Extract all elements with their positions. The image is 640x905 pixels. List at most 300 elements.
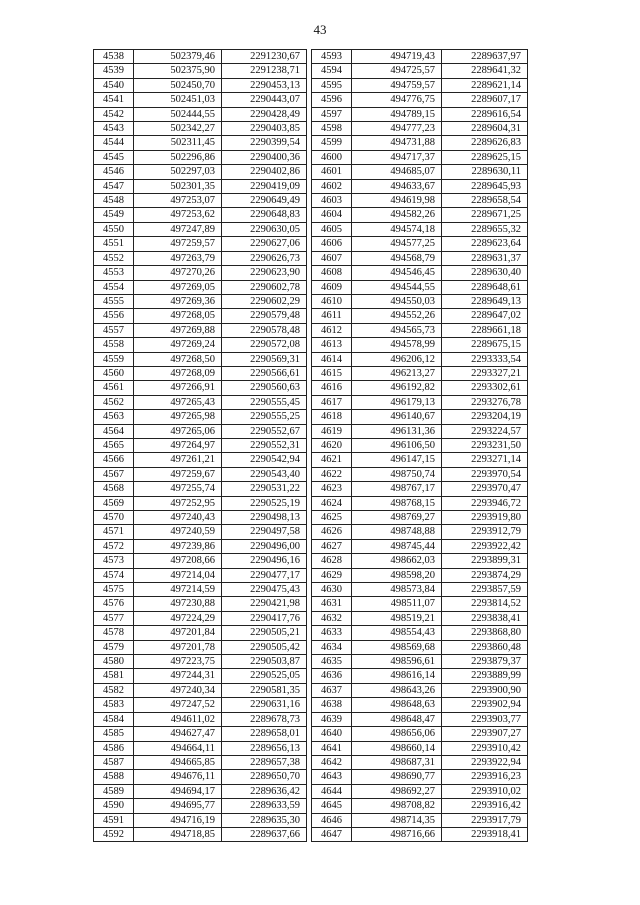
point-number-cell: 4622 (312, 467, 352, 481)
y-coordinate-cell: 2290402,86 (222, 165, 307, 179)
y-coordinate-cell: 2290525,05 (222, 669, 307, 683)
point-number-cell: 4610 (312, 294, 352, 308)
y-coordinate-cell: 2293889,99 (442, 669, 528, 683)
table-body (312, 50, 528, 842)
table-row (94, 539, 307, 553)
x-coordinate-cell: 497259,57 (134, 237, 222, 251)
x-coordinate-cell: 497239,86 (134, 539, 222, 553)
y-coordinate-cell: 2289621,14 (442, 78, 528, 92)
table-row (312, 683, 528, 697)
y-coordinate-cell: 2289631,37 (442, 251, 528, 265)
table-row (312, 712, 528, 726)
x-coordinate-cell: 497265,06 (134, 424, 222, 438)
x-coordinate-cell: 498596,61 (352, 655, 442, 669)
y-coordinate-cell: 2293838,41 (442, 611, 528, 625)
x-coordinate-cell: 502297,03 (134, 165, 222, 179)
table-row (94, 237, 307, 251)
y-coordinate-cell: 2290623,90 (222, 266, 307, 280)
table-row (94, 410, 307, 424)
y-coordinate-cell: 2289650,70 (222, 770, 307, 784)
point-number-cell: 4616 (312, 381, 352, 395)
table-row (94, 727, 307, 741)
table-row (94, 511, 307, 525)
table-row (312, 438, 528, 452)
x-coordinate-cell: 498714,35 (352, 813, 442, 827)
table-row (94, 352, 307, 366)
point-number-cell: 4599 (312, 136, 352, 150)
y-coordinate-cell: 2293919,80 (442, 511, 528, 525)
point-number-cell: 4588 (94, 770, 134, 784)
x-coordinate-cell: 494577,25 (352, 237, 442, 251)
x-coordinate-cell: 494665,85 (134, 755, 222, 769)
table-row (312, 453, 528, 467)
point-number-cell: 4541 (94, 93, 134, 107)
x-coordinate-cell: 496147,15 (352, 453, 442, 467)
y-coordinate-cell: 2289658,54 (442, 194, 528, 208)
table-row (312, 669, 528, 683)
table-row (94, 294, 307, 308)
table-row (312, 165, 528, 179)
table-row (94, 222, 307, 236)
x-coordinate-cell: 496213,27 (352, 366, 442, 380)
table-row (312, 352, 528, 366)
point-number-cell: 4634 (312, 640, 352, 654)
table-row (94, 525, 307, 539)
table-row (94, 784, 307, 798)
y-coordinate-cell: 2290566,61 (222, 366, 307, 380)
y-coordinate-cell: 2289635,30 (222, 813, 307, 827)
table-row (312, 727, 528, 741)
point-number-cell: 4582 (94, 683, 134, 697)
point-number-cell: 4645 (312, 799, 352, 813)
table-row (312, 208, 528, 222)
table-row (94, 136, 307, 150)
table-row (312, 511, 528, 525)
point-number-cell: 4614 (312, 352, 352, 366)
y-coordinate-cell: 2289636,42 (222, 784, 307, 798)
point-number-cell: 4579 (94, 640, 134, 654)
x-coordinate-cell: 497214,59 (134, 583, 222, 597)
point-number-cell: 4565 (94, 438, 134, 452)
point-number-cell: 4630 (312, 583, 352, 597)
x-coordinate-cell: 494685,07 (352, 165, 442, 179)
x-coordinate-cell: 496131,36 (352, 424, 442, 438)
point-number-cell: 4609 (312, 280, 352, 294)
y-coordinate-cell: 2290560,63 (222, 381, 307, 395)
point-number-cell: 4577 (94, 611, 134, 625)
point-number-cell: 4547 (94, 179, 134, 193)
table-row (312, 251, 528, 265)
x-coordinate-cell: 494633,67 (352, 179, 442, 193)
x-coordinate-cell: 498767,17 (352, 482, 442, 496)
point-number-cell: 4569 (94, 496, 134, 510)
point-number-cell: 4556 (94, 309, 134, 323)
x-coordinate-cell: 494716,19 (134, 813, 222, 827)
table-row (94, 64, 307, 78)
y-coordinate-cell: 2289616,54 (442, 107, 528, 121)
y-coordinate-cell: 2289645,93 (442, 179, 528, 193)
point-number-cell: 4543 (94, 122, 134, 136)
point-number-cell: 4544 (94, 136, 134, 150)
table-row (312, 597, 528, 611)
table-row (312, 611, 528, 625)
x-coordinate-cell: 494627,47 (134, 727, 222, 741)
x-coordinate-cell: 494550,03 (352, 294, 442, 308)
table-row (94, 150, 307, 164)
table-row (94, 438, 307, 452)
x-coordinate-cell: 498708,82 (352, 799, 442, 813)
table-row (94, 813, 307, 827)
table-row (312, 827, 528, 841)
table-row (94, 626, 307, 640)
point-number-cell: 4549 (94, 208, 134, 222)
table-row (312, 583, 528, 597)
point-number-cell: 4563 (94, 410, 134, 424)
point-number-cell: 4568 (94, 482, 134, 496)
point-number-cell: 4647 (312, 827, 352, 841)
point-number-cell: 4595 (312, 78, 352, 92)
x-coordinate-cell: 496179,13 (352, 395, 442, 409)
point-number-cell: 4618 (312, 410, 352, 424)
x-coordinate-cell: 494694,17 (134, 784, 222, 798)
y-coordinate-cell: 2289625,15 (442, 150, 528, 164)
y-coordinate-cell: 2293874,29 (442, 568, 528, 582)
point-number-cell: 4550 (94, 222, 134, 236)
table-row (312, 626, 528, 640)
point-number-cell: 4596 (312, 93, 352, 107)
x-coordinate-cell: 498648,47 (352, 712, 442, 726)
table-row (312, 222, 528, 236)
point-number-cell: 4593 (312, 50, 352, 64)
x-coordinate-cell: 494777,23 (352, 122, 442, 136)
table-row (312, 698, 528, 712)
table-row (312, 424, 528, 438)
y-coordinate-cell: 2289647,02 (442, 309, 528, 323)
x-coordinate-cell: 498573,84 (352, 583, 442, 597)
y-coordinate-cell: 2289630,11 (442, 165, 528, 179)
x-coordinate-cell: 498687,31 (352, 755, 442, 769)
y-coordinate-cell: 2290497,58 (222, 525, 307, 539)
x-coordinate-cell: 497230,88 (134, 597, 222, 611)
point-number-cell: 4633 (312, 626, 352, 640)
table-row (94, 568, 307, 582)
point-number-cell: 4571 (94, 525, 134, 539)
y-coordinate-cell: 2290419,09 (222, 179, 307, 193)
point-number-cell: 4581 (94, 669, 134, 683)
x-coordinate-cell: 494695,77 (134, 799, 222, 813)
x-coordinate-cell: 502379,46 (134, 50, 222, 64)
table-row (312, 525, 528, 539)
y-coordinate-cell: 2293271,14 (442, 453, 528, 467)
y-coordinate-cell: 2293276,78 (442, 395, 528, 409)
y-coordinate-cell: 2293900,90 (442, 683, 528, 697)
y-coordinate-cell: 2290626,73 (222, 251, 307, 265)
y-coordinate-cell: 2293231,50 (442, 438, 528, 452)
table-row (312, 554, 528, 568)
point-number-cell: 4608 (312, 266, 352, 280)
table-row (312, 150, 528, 164)
y-coordinate-cell: 2290505,42 (222, 640, 307, 654)
y-coordinate-cell: 2293302,61 (442, 381, 528, 395)
table-row (312, 467, 528, 481)
y-coordinate-cell: 2290649,49 (222, 194, 307, 208)
point-number-cell: 4570 (94, 511, 134, 525)
point-number-cell: 4557 (94, 323, 134, 337)
point-number-cell: 4598 (312, 122, 352, 136)
y-coordinate-cell: 2290542,94 (222, 453, 307, 467)
y-coordinate-cell: 2293918,41 (442, 827, 528, 841)
x-coordinate-cell: 496106,50 (352, 438, 442, 452)
y-coordinate-cell: 2289641,32 (442, 64, 528, 78)
y-coordinate-cell: 2290552,31 (222, 438, 307, 452)
y-coordinate-cell: 2293922,42 (442, 539, 528, 553)
y-coordinate-cell: 2290496,00 (222, 539, 307, 553)
point-number-cell: 4629 (312, 568, 352, 582)
point-number-cell: 4538 (94, 50, 134, 64)
y-coordinate-cell: 2293899,31 (442, 554, 528, 568)
x-coordinate-cell: 498554,43 (352, 626, 442, 640)
x-coordinate-cell: 502301,35 (134, 179, 222, 193)
table-row (94, 655, 307, 669)
x-coordinate-cell: 498750,74 (352, 467, 442, 481)
table-row (312, 568, 528, 582)
y-coordinate-cell: 2290505,21 (222, 626, 307, 640)
point-number-cell: 4548 (94, 194, 134, 208)
point-number-cell: 4600 (312, 150, 352, 164)
table-row (312, 381, 528, 395)
x-coordinate-cell: 494725,57 (352, 64, 442, 78)
x-coordinate-cell: 497240,43 (134, 511, 222, 525)
table-row (312, 755, 528, 769)
point-number-cell: 4592 (94, 827, 134, 841)
x-coordinate-cell: 497247,52 (134, 698, 222, 712)
x-coordinate-cell: 497264,97 (134, 438, 222, 452)
x-coordinate-cell: 497247,89 (134, 222, 222, 236)
x-coordinate-cell: 498511,07 (352, 597, 442, 611)
table-row (312, 366, 528, 380)
point-number-cell: 4551 (94, 237, 134, 251)
table-row (312, 395, 528, 409)
point-number-cell: 4607 (312, 251, 352, 265)
y-coordinate-cell: 2289655,32 (442, 222, 528, 236)
y-coordinate-cell: 2290399,54 (222, 136, 307, 150)
y-coordinate-cell: 2289658,01 (222, 727, 307, 741)
point-number-cell: 4644 (312, 784, 352, 798)
x-coordinate-cell: 497252,95 (134, 496, 222, 510)
point-number-cell: 4542 (94, 107, 134, 121)
table-row (94, 827, 307, 841)
x-coordinate-cell: 497208,66 (134, 554, 222, 568)
point-number-cell: 4642 (312, 755, 352, 769)
table-row (312, 655, 528, 669)
table-row (312, 294, 528, 308)
y-coordinate-cell: 2293327,21 (442, 366, 528, 380)
y-coordinate-cell: 2289623,64 (442, 237, 528, 251)
table-row (312, 93, 528, 107)
y-coordinate-cell: 2290627,06 (222, 237, 307, 251)
y-coordinate-cell: 2290555,25 (222, 410, 307, 424)
y-coordinate-cell: 2290525,19 (222, 496, 307, 510)
table-row (94, 597, 307, 611)
y-coordinate-cell: 2293910,42 (442, 741, 528, 755)
point-number-cell: 4555 (94, 294, 134, 308)
y-coordinate-cell: 2293857,59 (442, 583, 528, 597)
point-number-cell: 4546 (94, 165, 134, 179)
y-coordinate-cell: 2289626,83 (442, 136, 528, 150)
y-coordinate-cell: 2290496,16 (222, 554, 307, 568)
x-coordinate-cell: 498643,26 (352, 683, 442, 697)
point-number-cell: 4628 (312, 554, 352, 568)
table-row (312, 179, 528, 193)
table-row (94, 194, 307, 208)
x-coordinate-cell: 497253,07 (134, 194, 222, 208)
x-coordinate-cell: 498769,27 (352, 511, 442, 525)
x-coordinate-cell: 498660,14 (352, 741, 442, 755)
x-coordinate-cell: 494565,73 (352, 323, 442, 337)
y-coordinate-cell: 2290572,08 (222, 338, 307, 352)
table-body (94, 50, 307, 842)
point-number-cell: 4574 (94, 568, 134, 582)
y-coordinate-cell: 2290602,78 (222, 280, 307, 294)
point-number-cell: 4583 (94, 698, 134, 712)
x-coordinate-cell: 494552,26 (352, 309, 442, 323)
x-coordinate-cell: 497201,78 (134, 640, 222, 654)
y-coordinate-cell: 2290417,76 (222, 611, 307, 625)
y-coordinate-cell: 2290631,16 (222, 698, 307, 712)
y-coordinate-cell: 2290453,13 (222, 78, 307, 92)
x-coordinate-cell: 502311,45 (134, 136, 222, 150)
y-coordinate-cell: 2289649,13 (442, 294, 528, 308)
table-row (94, 770, 307, 784)
point-number-cell: 4603 (312, 194, 352, 208)
y-coordinate-cell: 2293204,19 (442, 410, 528, 424)
table-row (94, 453, 307, 467)
point-number-cell: 4611 (312, 309, 352, 323)
x-coordinate-cell: 497240,34 (134, 683, 222, 697)
y-coordinate-cell: 2289656,13 (222, 741, 307, 755)
point-number-cell: 4553 (94, 266, 134, 280)
point-number-cell: 4612 (312, 323, 352, 337)
x-coordinate-cell: 497259,67 (134, 467, 222, 481)
point-number-cell: 4590 (94, 799, 134, 813)
point-number-cell: 4586 (94, 741, 134, 755)
point-number-cell: 4594 (312, 64, 352, 78)
y-coordinate-cell: 2289633,59 (222, 799, 307, 813)
y-coordinate-cell: 2290428,49 (222, 107, 307, 121)
point-number-cell: 4606 (312, 237, 352, 251)
point-number-cell: 4585 (94, 727, 134, 741)
table-row (94, 741, 307, 755)
point-number-cell: 4626 (312, 525, 352, 539)
table-row (94, 280, 307, 294)
x-coordinate-cell: 497214,04 (134, 568, 222, 582)
y-coordinate-cell: 2290503,87 (222, 655, 307, 669)
table-row (94, 395, 307, 409)
y-coordinate-cell: 2289657,38 (222, 755, 307, 769)
table-row (94, 640, 307, 654)
x-coordinate-cell: 497265,43 (134, 395, 222, 409)
y-coordinate-cell: 2293916,42 (442, 799, 528, 813)
point-number-cell: 4560 (94, 366, 134, 380)
y-coordinate-cell: 2290400,36 (222, 150, 307, 164)
table-row (312, 813, 528, 827)
y-coordinate-cell: 2289648,61 (442, 280, 528, 294)
y-coordinate-cell: 2290477,17 (222, 568, 307, 582)
point-number-cell: 4640 (312, 727, 352, 741)
x-coordinate-cell: 496192,82 (352, 381, 442, 395)
y-coordinate-cell: 2291230,67 (222, 50, 307, 64)
table-row (94, 78, 307, 92)
table-row (312, 338, 528, 352)
y-coordinate-cell: 2293224,57 (442, 424, 528, 438)
y-coordinate-cell: 2290498,13 (222, 511, 307, 525)
x-coordinate-cell: 497201,84 (134, 626, 222, 640)
point-number-cell: 4559 (94, 352, 134, 366)
x-coordinate-cell: 494776,75 (352, 93, 442, 107)
point-number-cell: 4646 (312, 813, 352, 827)
y-coordinate-cell: 2290569,31 (222, 352, 307, 366)
point-number-cell: 4591 (94, 813, 134, 827)
point-number-cell: 4635 (312, 655, 352, 669)
y-coordinate-cell: 2293814,52 (442, 597, 528, 611)
table-row (312, 266, 528, 280)
y-coordinate-cell: 2293946,72 (442, 496, 528, 510)
table-row (94, 683, 307, 697)
table-row (312, 194, 528, 208)
table-row (312, 741, 528, 755)
x-coordinate-cell: 498692,27 (352, 784, 442, 798)
table-row (94, 251, 307, 265)
y-coordinate-cell: 2290543,40 (222, 467, 307, 481)
table-row (94, 366, 307, 380)
x-coordinate-cell: 498662,03 (352, 554, 442, 568)
x-coordinate-cell: 497263,79 (134, 251, 222, 265)
y-coordinate-cell: 2290630,05 (222, 222, 307, 236)
y-coordinate-cell: 2290443,07 (222, 93, 307, 107)
y-coordinate-cell: 2293333,54 (442, 352, 528, 366)
table-row (94, 266, 307, 280)
x-coordinate-cell: 498745,44 (352, 539, 442, 553)
point-number-cell: 4615 (312, 366, 352, 380)
y-coordinate-cell: 2290581,35 (222, 683, 307, 697)
point-number-cell: 4575 (94, 583, 134, 597)
x-coordinate-cell: 494731,88 (352, 136, 442, 150)
point-number-cell: 4545 (94, 150, 134, 164)
table-row (94, 583, 307, 597)
y-coordinate-cell: 2289637,97 (442, 50, 528, 64)
point-number-cell: 4587 (94, 755, 134, 769)
point-number-cell: 4539 (94, 64, 134, 78)
x-coordinate-cell: 498690,77 (352, 770, 442, 784)
table-row (94, 669, 307, 683)
x-coordinate-cell: 498716,66 (352, 827, 442, 841)
table-row (312, 640, 528, 654)
point-number-cell: 4552 (94, 251, 134, 265)
y-coordinate-cell: 2290602,29 (222, 294, 307, 308)
point-number-cell: 4627 (312, 539, 352, 553)
y-coordinate-cell: 2289671,25 (442, 208, 528, 222)
point-number-cell: 4638 (312, 698, 352, 712)
x-coordinate-cell: 498768,15 (352, 496, 442, 510)
table-row (312, 78, 528, 92)
y-coordinate-cell: 2293903,77 (442, 712, 528, 726)
point-number-cell: 4554 (94, 280, 134, 294)
table-row (312, 237, 528, 251)
x-coordinate-cell: 497269,36 (134, 294, 222, 308)
point-number-cell: 4620 (312, 438, 352, 452)
x-coordinate-cell: 502296,86 (134, 150, 222, 164)
x-coordinate-cell: 502444,55 (134, 107, 222, 121)
